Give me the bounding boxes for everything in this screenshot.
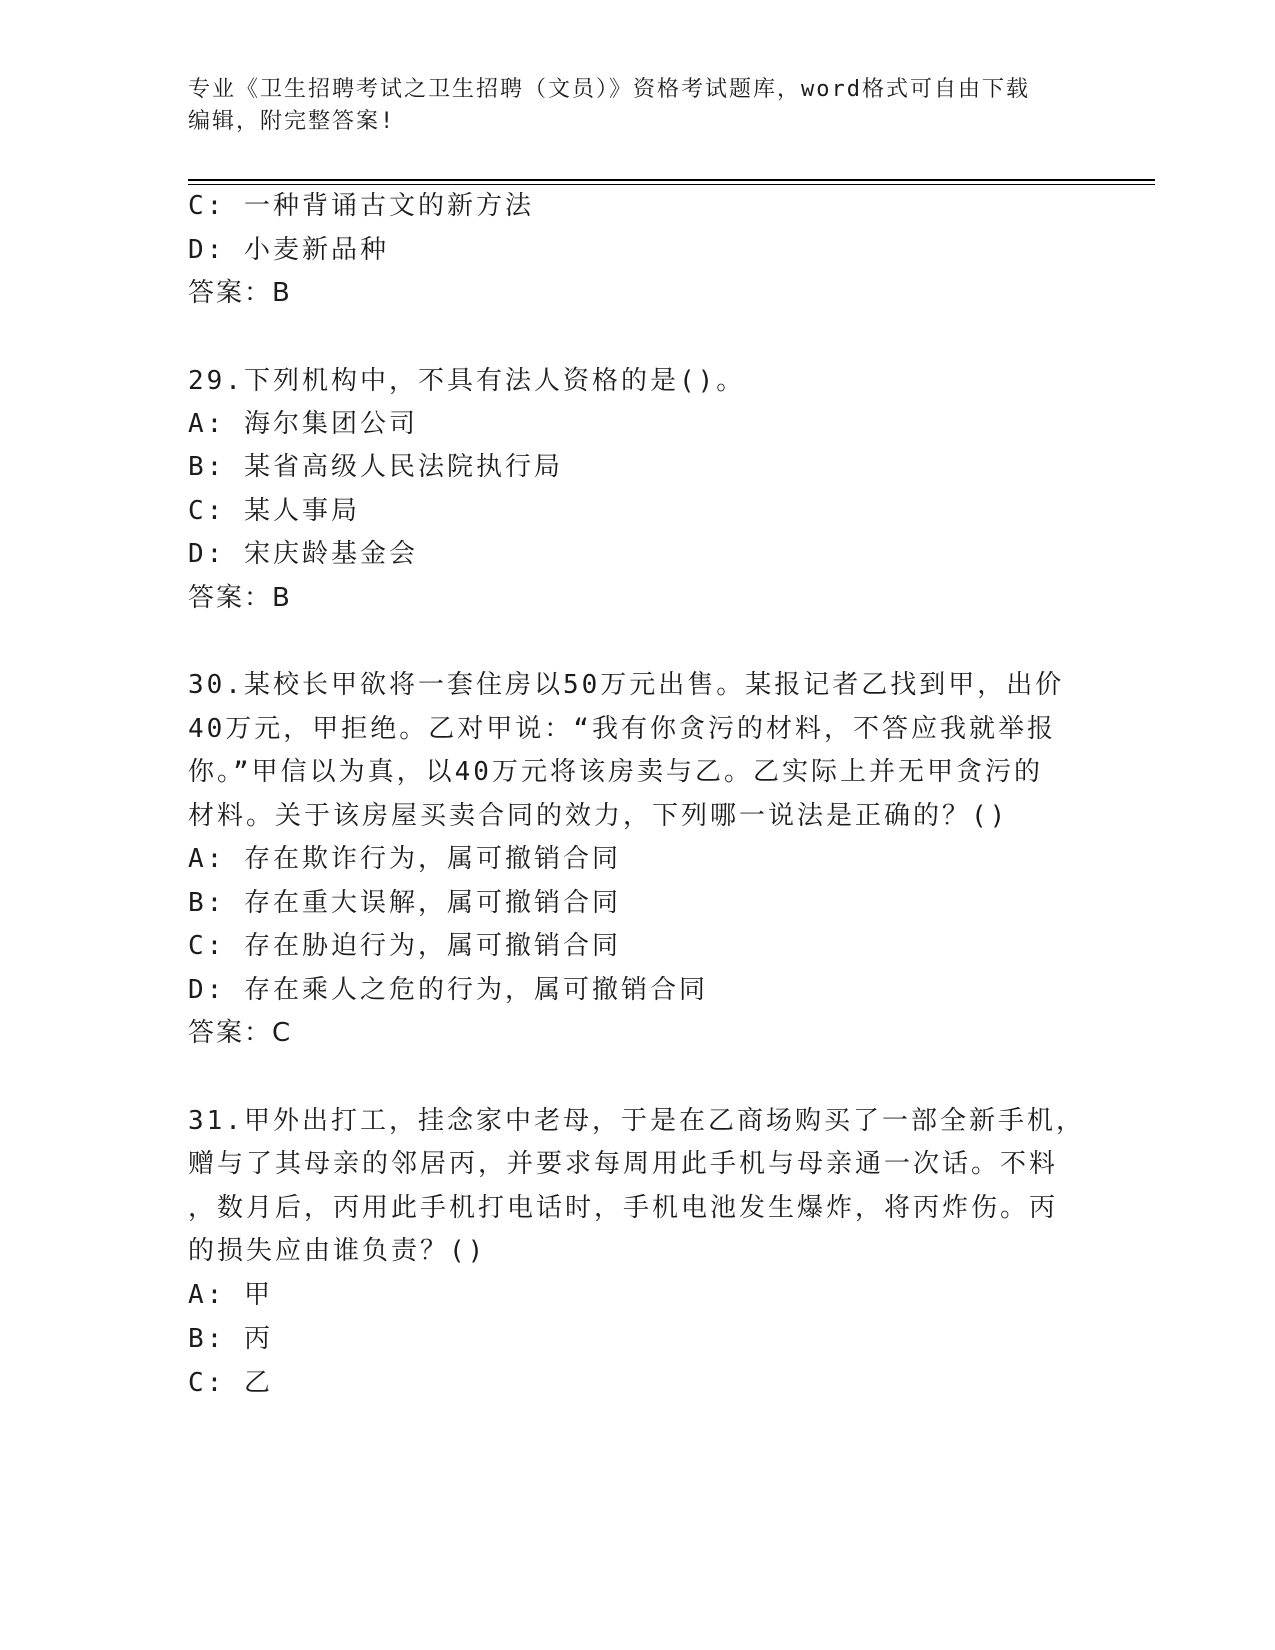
option-d: D: 小麦新品种 [188,235,389,265]
document-header [188,74,1088,138]
option-a: A: 存在欺诈行为，属可撤销合同 [188,844,621,874]
answer-line: 答案：B [188,278,292,308]
question-stem: ，数月后，丙用此手机打电话时，手机电池发生爆炸，将丙炸伤。丙 [188,1193,1059,1223]
question-stem: 29.下列机构中，不具有法人资格的是()。 [188,366,746,396]
question-stem: 31.甲外出打工，挂念家中老母，于是在乙商场购买了一部全新手机， [188,1106,1085,1136]
header-rule-thick [188,179,1155,181]
answer-line: 答案：B [188,583,292,613]
header-rule-thin [188,184,1155,185]
question-stem: 赠与了其母亲的邻居丙，并要求每周用此手机与母亲通一次话。不料 [188,1149,1059,1179]
option-b: B: 丙 [188,1324,273,1354]
option-c: C: 乙 [188,1368,273,1398]
header-line-2: 编辑，附完整答案! [188,109,396,134]
question-stem: 你。”甲信以为真，以40万元将该房卖与乙。乙实际上并无甲贪污的 [188,757,1043,787]
option-a: A: 甲 [188,1280,273,1310]
question-stem: 30.某校长甲欲将一套住房以50万元出售。某报记者乙找到甲，出价 [188,670,1065,700]
option-b: B: 存在重大误解，属可撤销合同 [188,888,621,918]
option-a: A: 海尔集团公司 [188,409,418,439]
question-stem: 40万元，甲拒绝。乙对甲说：“我有你贪污的材料，不答应我就举报 [188,714,1056,744]
option-c: C: 一种背诵古文的新方法 [188,191,534,221]
answer-line: 答案：C [188,1018,293,1048]
option-c: C: 存在胁迫行为，属可撤销合同 [188,931,621,961]
option-b: B: 某省高级人民法院执行局 [188,452,563,482]
question-stem: 材料。关于该房屋买卖合同的效力，下列哪一说法是正确的？() [188,801,1009,831]
question-stem: 的损失应由谁负责？() [188,1236,487,1266]
option-d: D: 存在乘人之危的行为，属可撤销合同 [188,975,708,1005]
option-c: C: 某人事局 [188,496,360,526]
header-line-1: 专业《卫生招聘考试之卫生招聘（文员）》资格考试题库，word格式可自由下载 [188,77,1030,102]
option-d: D: 宋庆龄基金会 [188,539,418,569]
